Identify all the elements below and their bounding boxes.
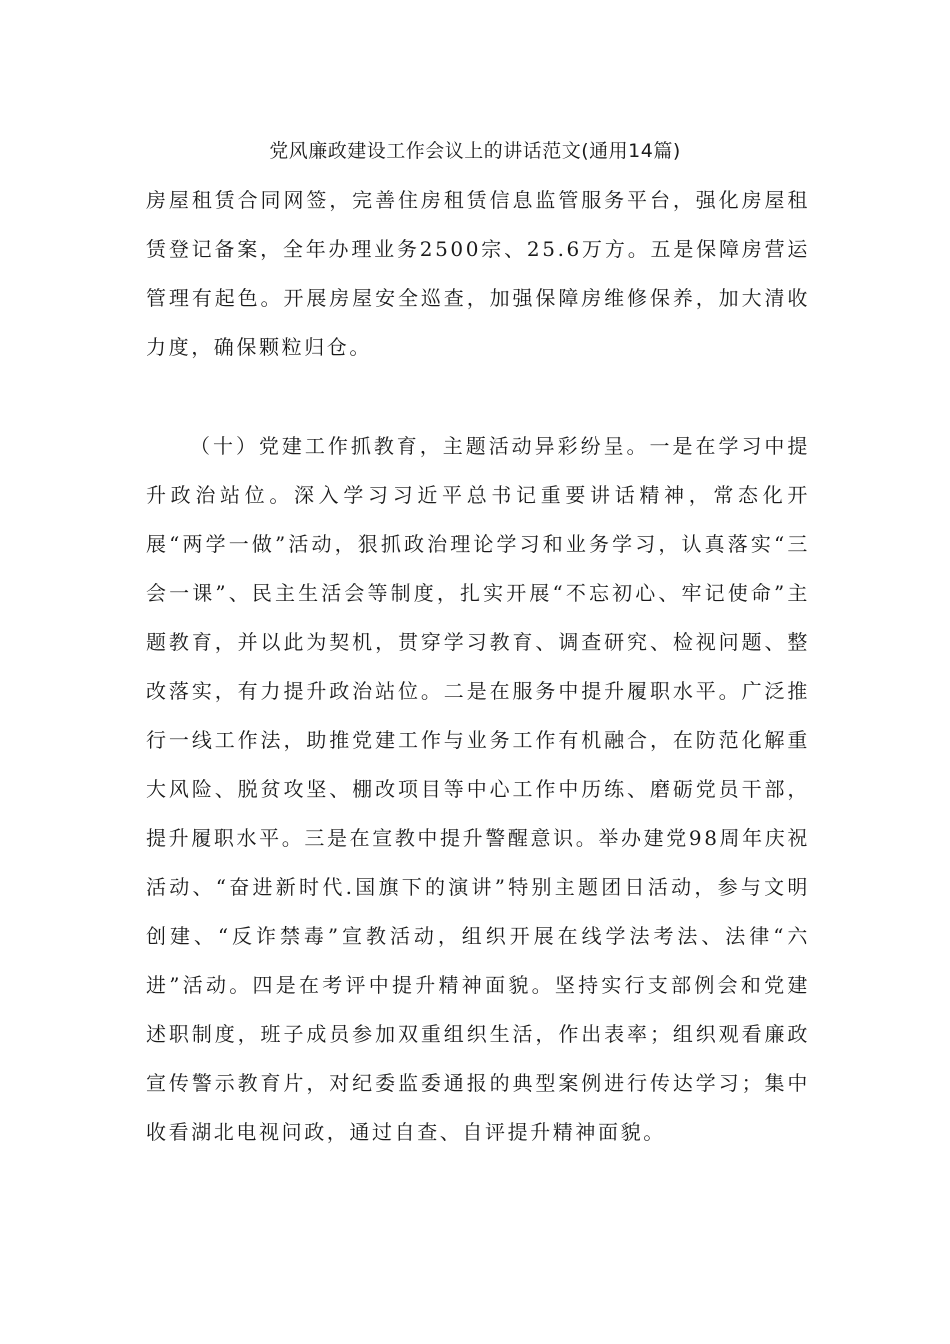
paragraph-party-building: （十）党建工作抓教育，主题活动异彩纷呈。一是在学习中提升政治站位。深入学习习近平总书记重要讲话精神，常态化开展“两学一做”活动，狠抓政治理论学习和业务学习，认真落实“三会一课”、民主生活会等制度，扎实开展“不忘初心、牢记使命”主题教育，并以此为契机，贯穿学习教育、调查研究、检视问题、整改落实，有力提升政治站位。二是在服务中提升履职水平。广泛推行一线工作法，助推党建工作与业务工作有机融合，在防范化解重大风险、脱贫攻坚、棚改项目等中心工作中历练、磨砺党员干部，提升履职水平。三是在宣教中提升警醒意识。举办建党98周年庆祝活动、“奋进新时代.国旗下的演讲”特别主题团日活动，参与文明创建、“反诈禁毒”宣教活动，组织开展在线学法考法、法律“六进”活动。四是在考评中提升精神面貌。坚持实行支部例会和党建述职制度，班子成员参加双重组织生活，作出表率；组织观看廉政宣传警示教育片，对纪委监委通报的典型案例进行传达学习；集中收看湖北电视问政，通过自查、自评提升精神面貌。 [146,434,810,1144]
paragraph-continuation: 房屋租赁合同网签，完善住房租赁信息监管服务平台，强化房屋租赁登记备案，全年办理业务2500宗、25.6万方。五是保障房营运管理有起色。开展房屋安全巡查，加强保障房维修保养，加大清收力度，确保颗粒归仓。 [146,188,810,359]
document-title: 党风廉政建设工作会议上的讲话范文(通用14篇) [269,140,681,162]
